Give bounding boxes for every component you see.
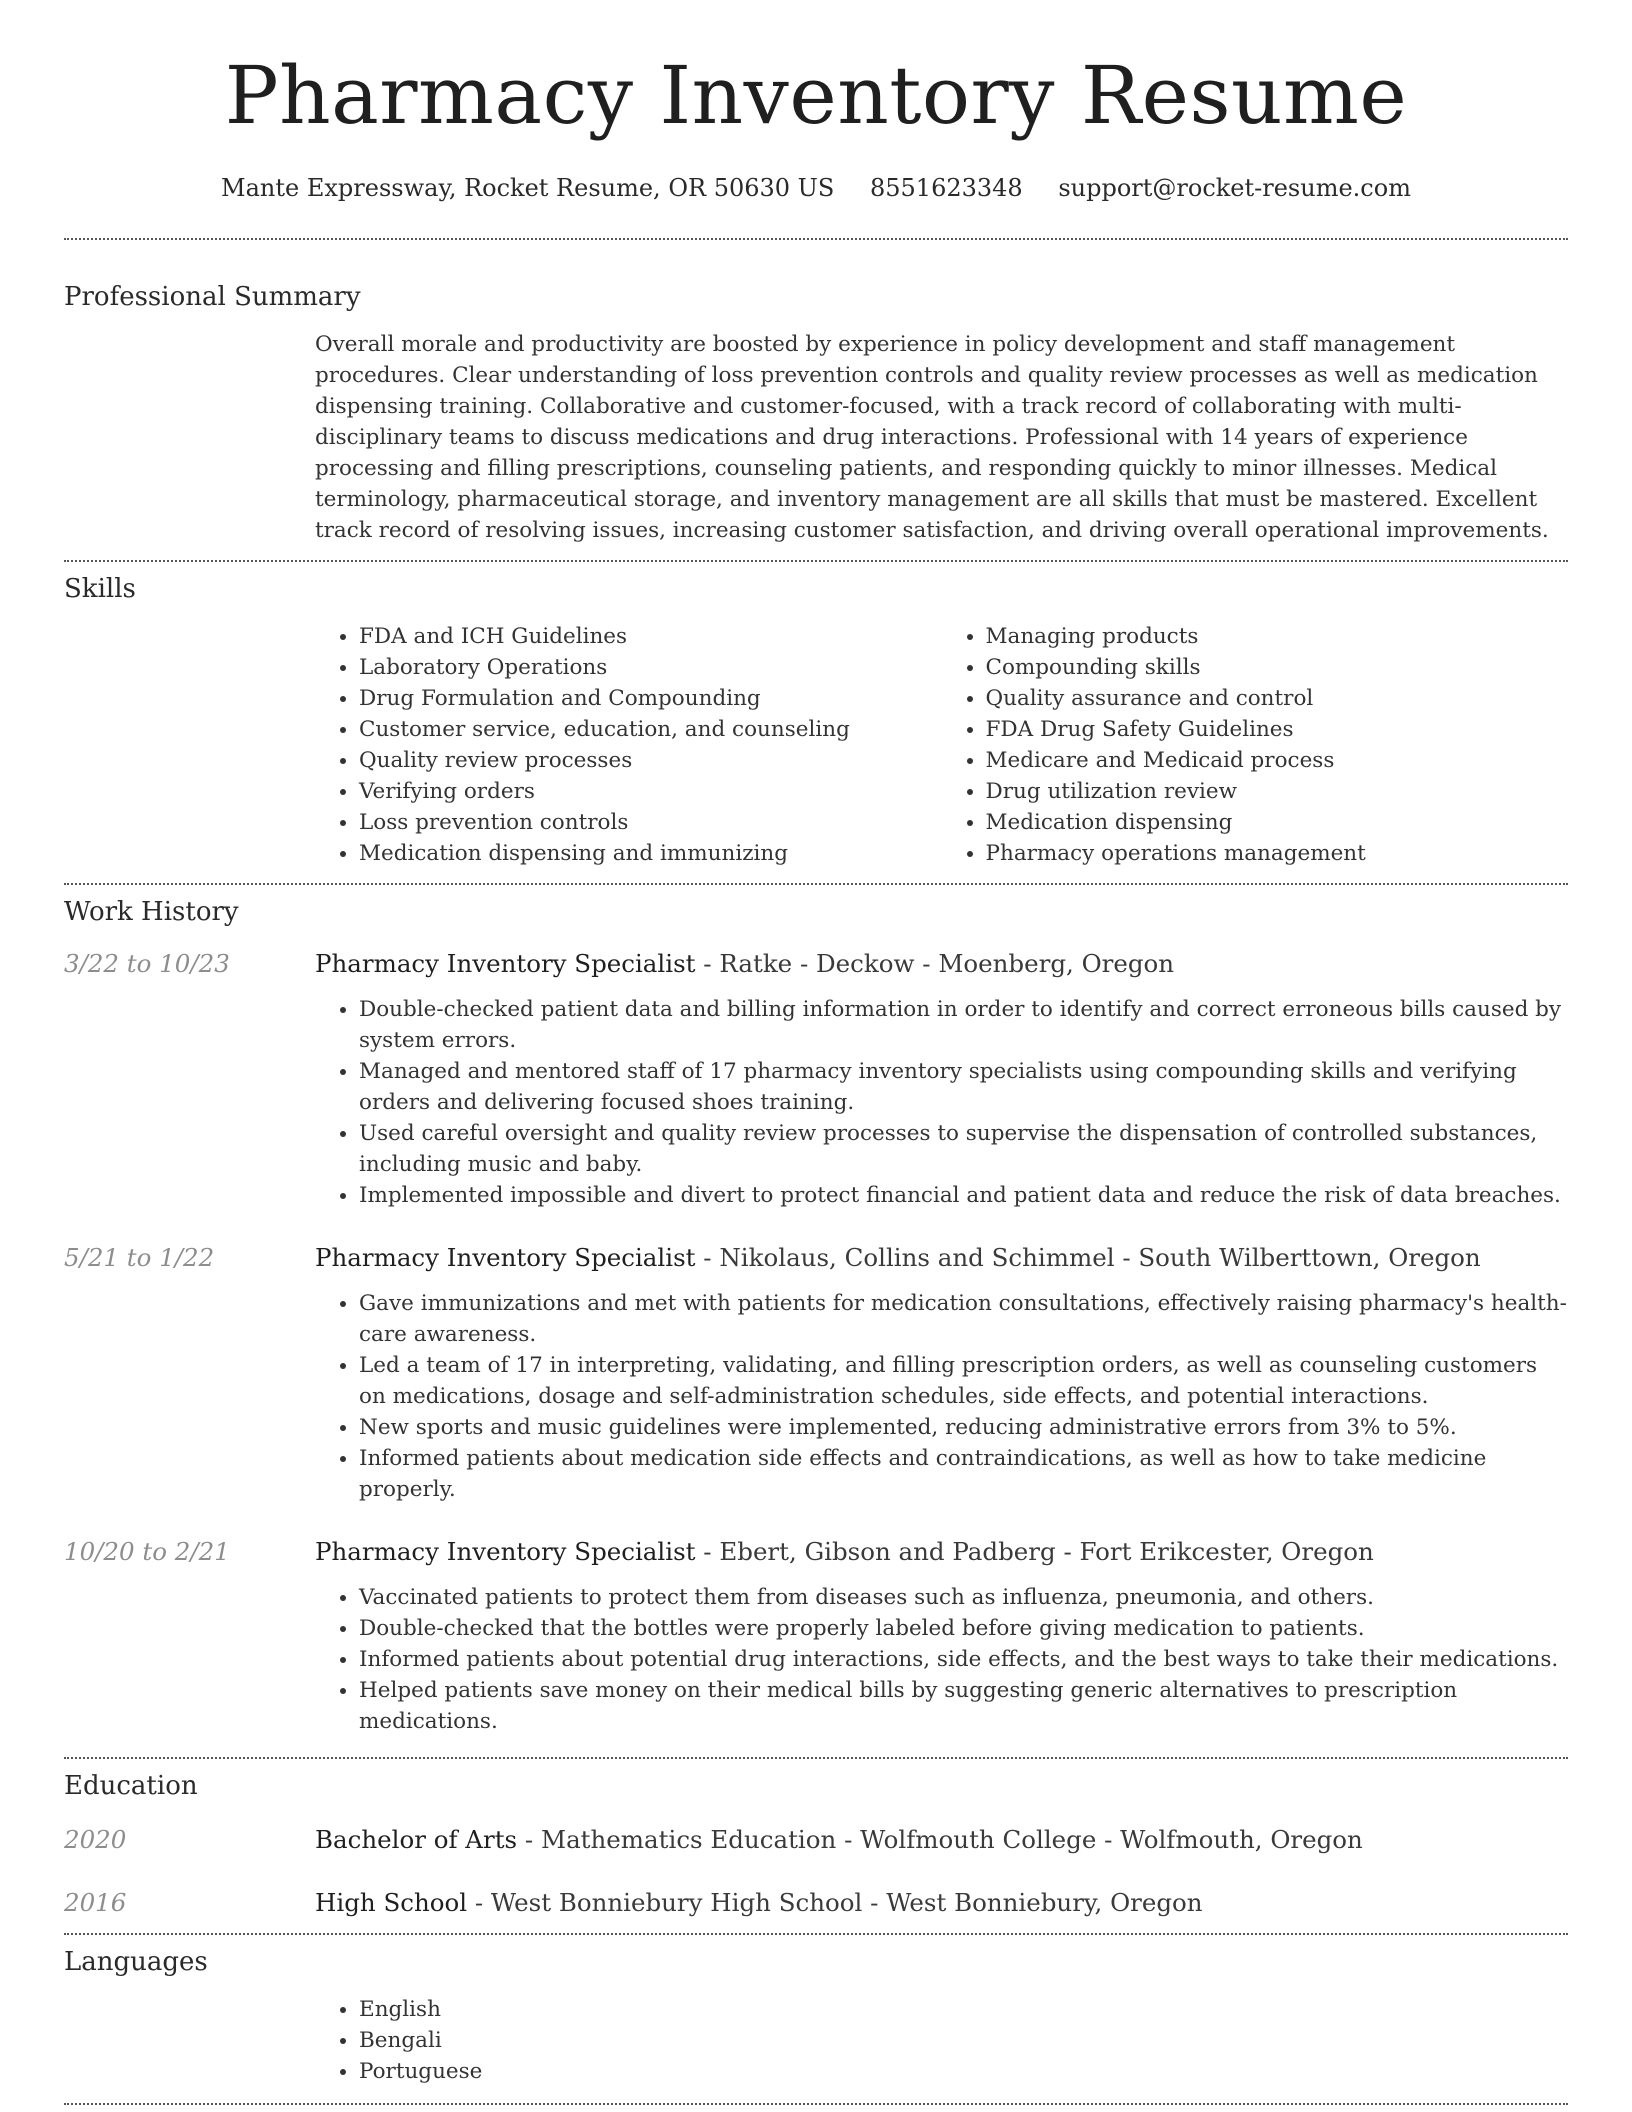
skill-item: • Quality review processes (359, 745, 942, 776)
job-bullet: • Implemented impossible and divert to protect financial and patient data and reduce the risk of data breaches. (359, 1180, 1568, 1211)
degree-details: - West Bonniebury High School - West Bonniebury, Oregon (467, 1888, 1203, 1917)
job-bullet: • Double-checked that the bottles were properly labeled before giving medication to patients. (359, 1613, 1568, 1644)
skill-item: • Quality assurance and control (986, 683, 1569, 714)
skill-item: • Drug Formulation and Compounding (359, 683, 942, 714)
skill-item: • Drug utilization review (986, 776, 1569, 807)
divider (64, 1757, 1568, 1759)
job-title: Pharmacy Inventory Specialist (315, 949, 696, 978)
education-entry (64, 1825, 1568, 1854)
contact-email: support@rocket-resume.com (1058, 174, 1411, 202)
skills-column-left (315, 621, 942, 869)
skill-item: • Managing products (986, 621, 1569, 652)
degree-title: High School (315, 1888, 468, 1917)
section-title-skills: Skills (64, 574, 136, 604)
job-bullet: • Double-checked patient data and billing information in order to identify and correct erroneous bills caused by system errors. (359, 994, 1568, 1056)
job-entry (64, 1243, 1568, 1505)
job-entry (64, 1537, 1568, 1737)
job-bullets (315, 1582, 1568, 1737)
skill-item: • Medication dispensing (986, 807, 1569, 838)
job-bullet: • Informed patients about medication side effects and contraindications, as well as how to take medicine properly. (359, 1443, 1568, 1505)
contact-phone: 8551623348 (869, 174, 1023, 202)
job-employer: - Nikolaus, Collins and Schimmel - South Wilberttown, Oregon (695, 1243, 1481, 1272)
languages-list (315, 1994, 1568, 2087)
job-bullets (315, 1288, 1568, 1505)
section-title-languages: Languages (64, 1947, 208, 1977)
skill-item: • Medication dispensing and immunizing (359, 838, 942, 869)
language-item: • Bengali (359, 2025, 1568, 2056)
resume-title: Pharmacy Inventory Resume (224, 49, 1408, 142)
job-heading (315, 949, 1174, 978)
divider (64, 238, 1568, 240)
divider (64, 883, 1568, 885)
job-bullet: • Gave immunizations and met with patients for medication consultations, effectively raising pharmacy's health-care awareness. (359, 1288, 1568, 1350)
skills-column-right (942, 621, 1569, 869)
job-date: 10/20 to 2/21 (64, 1537, 230, 1566)
job-title: Pharmacy Inventory Specialist (315, 1243, 696, 1272)
job-employer: - Ratke - Deckow - Moenberg, Oregon (695, 949, 1175, 978)
language-item: • Portuguese (359, 2056, 1568, 2087)
section-title-education: Education (64, 1771, 198, 1801)
skill-item: • Verifying orders (359, 776, 942, 807)
skill-item: • Customer service, education, and counseling (359, 714, 942, 745)
skill-item: • Laboratory Operations (359, 652, 942, 683)
job-bullet: • Helped patients save money on their medical bills by suggesting generic alternatives to prescription medications. (359, 1675, 1568, 1737)
summary-text: Overall morale and productivity are boosted by experience in policy development and staff management procedures. Clear understanding of loss prevention controls and quality review processes as well as medication dispensing training. Collaborative and customer-focused, with a track record of collaborating with multi-disciplinary teams to discuss medications and drug interactions. Professional with 14 years of experience processing and filling prescriptions, counseling patients, and responding quickly to minor illnesses. Medical terminology, pharmaceutical storage, and inventory management are all skills that must be mastered. Excellent track record of resolving issues, increasing customer satisfaction, and driving overall operational improvements. (315, 332, 1549, 543)
job-bullet: • Managed and mentored staff of 17 pharmacy inventory specialists using compounding skills and verifying orders and delivering focused shoes training. (359, 1056, 1568, 1118)
skill-item: • Medicare and Medicaid process (986, 745, 1569, 776)
divider (64, 560, 1568, 562)
education-entry (64, 1888, 1568, 1917)
skill-item: • FDA Drug Safety Guidelines (986, 714, 1569, 745)
section-title-work: Work History (64, 897, 239, 927)
job-heading (315, 1243, 1481, 1272)
language-item: • English (359, 1994, 1568, 2025)
job-entry (64, 949, 1568, 1211)
job-bullet: • Used careful oversight and quality review processes to supervise the dispensation of controlled substances, including music and baby. (359, 1118, 1568, 1180)
education-heading (315, 1825, 1363, 1854)
job-bullet: • New sports and music guidelines were implemented, reducing administrative errors from 3% to 5%. (359, 1412, 1568, 1443)
divider (64, 2103, 1568, 2105)
skill-item: • Pharmacy operations management (986, 838, 1569, 869)
job-date: 3/22 to 10/23 (64, 949, 230, 978)
skill-item: • Compounding skills (986, 652, 1569, 683)
skill-item: • Loss prevention controls (359, 807, 942, 838)
skills-list (315, 621, 1568, 869)
job-heading (315, 1537, 1374, 1566)
job-bullet: • Informed patients about potential drug interactions, side effects, and the best ways to take their medications. (359, 1644, 1568, 1675)
education-date: 2020 (64, 1825, 127, 1854)
section-title-summary: Professional Summary (64, 282, 361, 312)
education-date: 2016 (64, 1888, 127, 1917)
contact-line (64, 174, 1568, 202)
divider (64, 1933, 1568, 1935)
job-date: 5/21 to 1/22 (64, 1243, 215, 1272)
degree-title: Bachelor of Arts (315, 1825, 518, 1854)
degree-details: - Mathematics Education - Wolfmouth College - Wolfmouth, Oregon (517, 1825, 1363, 1854)
job-employer: - Ebert, Gibson and Padberg - Fort Erikcester, Oregon (695, 1537, 1374, 1566)
job-title: Pharmacy Inventory Specialist (315, 1537, 696, 1566)
education-heading (315, 1888, 1203, 1917)
contact-address: Mante Expressway, Rocket Resume, OR 50630 US (221, 174, 835, 202)
job-bullet: • Vaccinated patients to protect them from diseases such as influenza, pneumonia, and others. (359, 1582, 1568, 1613)
skill-item: • FDA and ICH Guidelines (359, 621, 942, 652)
job-bullets (315, 994, 1568, 1211)
resume-page (64, 0, 1568, 2105)
job-bullet: • Led a team of 17 in interpreting, validating, and filling prescription orders, as well as counseling customers on medications, dosage and self-administration schedules, side effects, and potential interactions. (359, 1350, 1568, 1412)
